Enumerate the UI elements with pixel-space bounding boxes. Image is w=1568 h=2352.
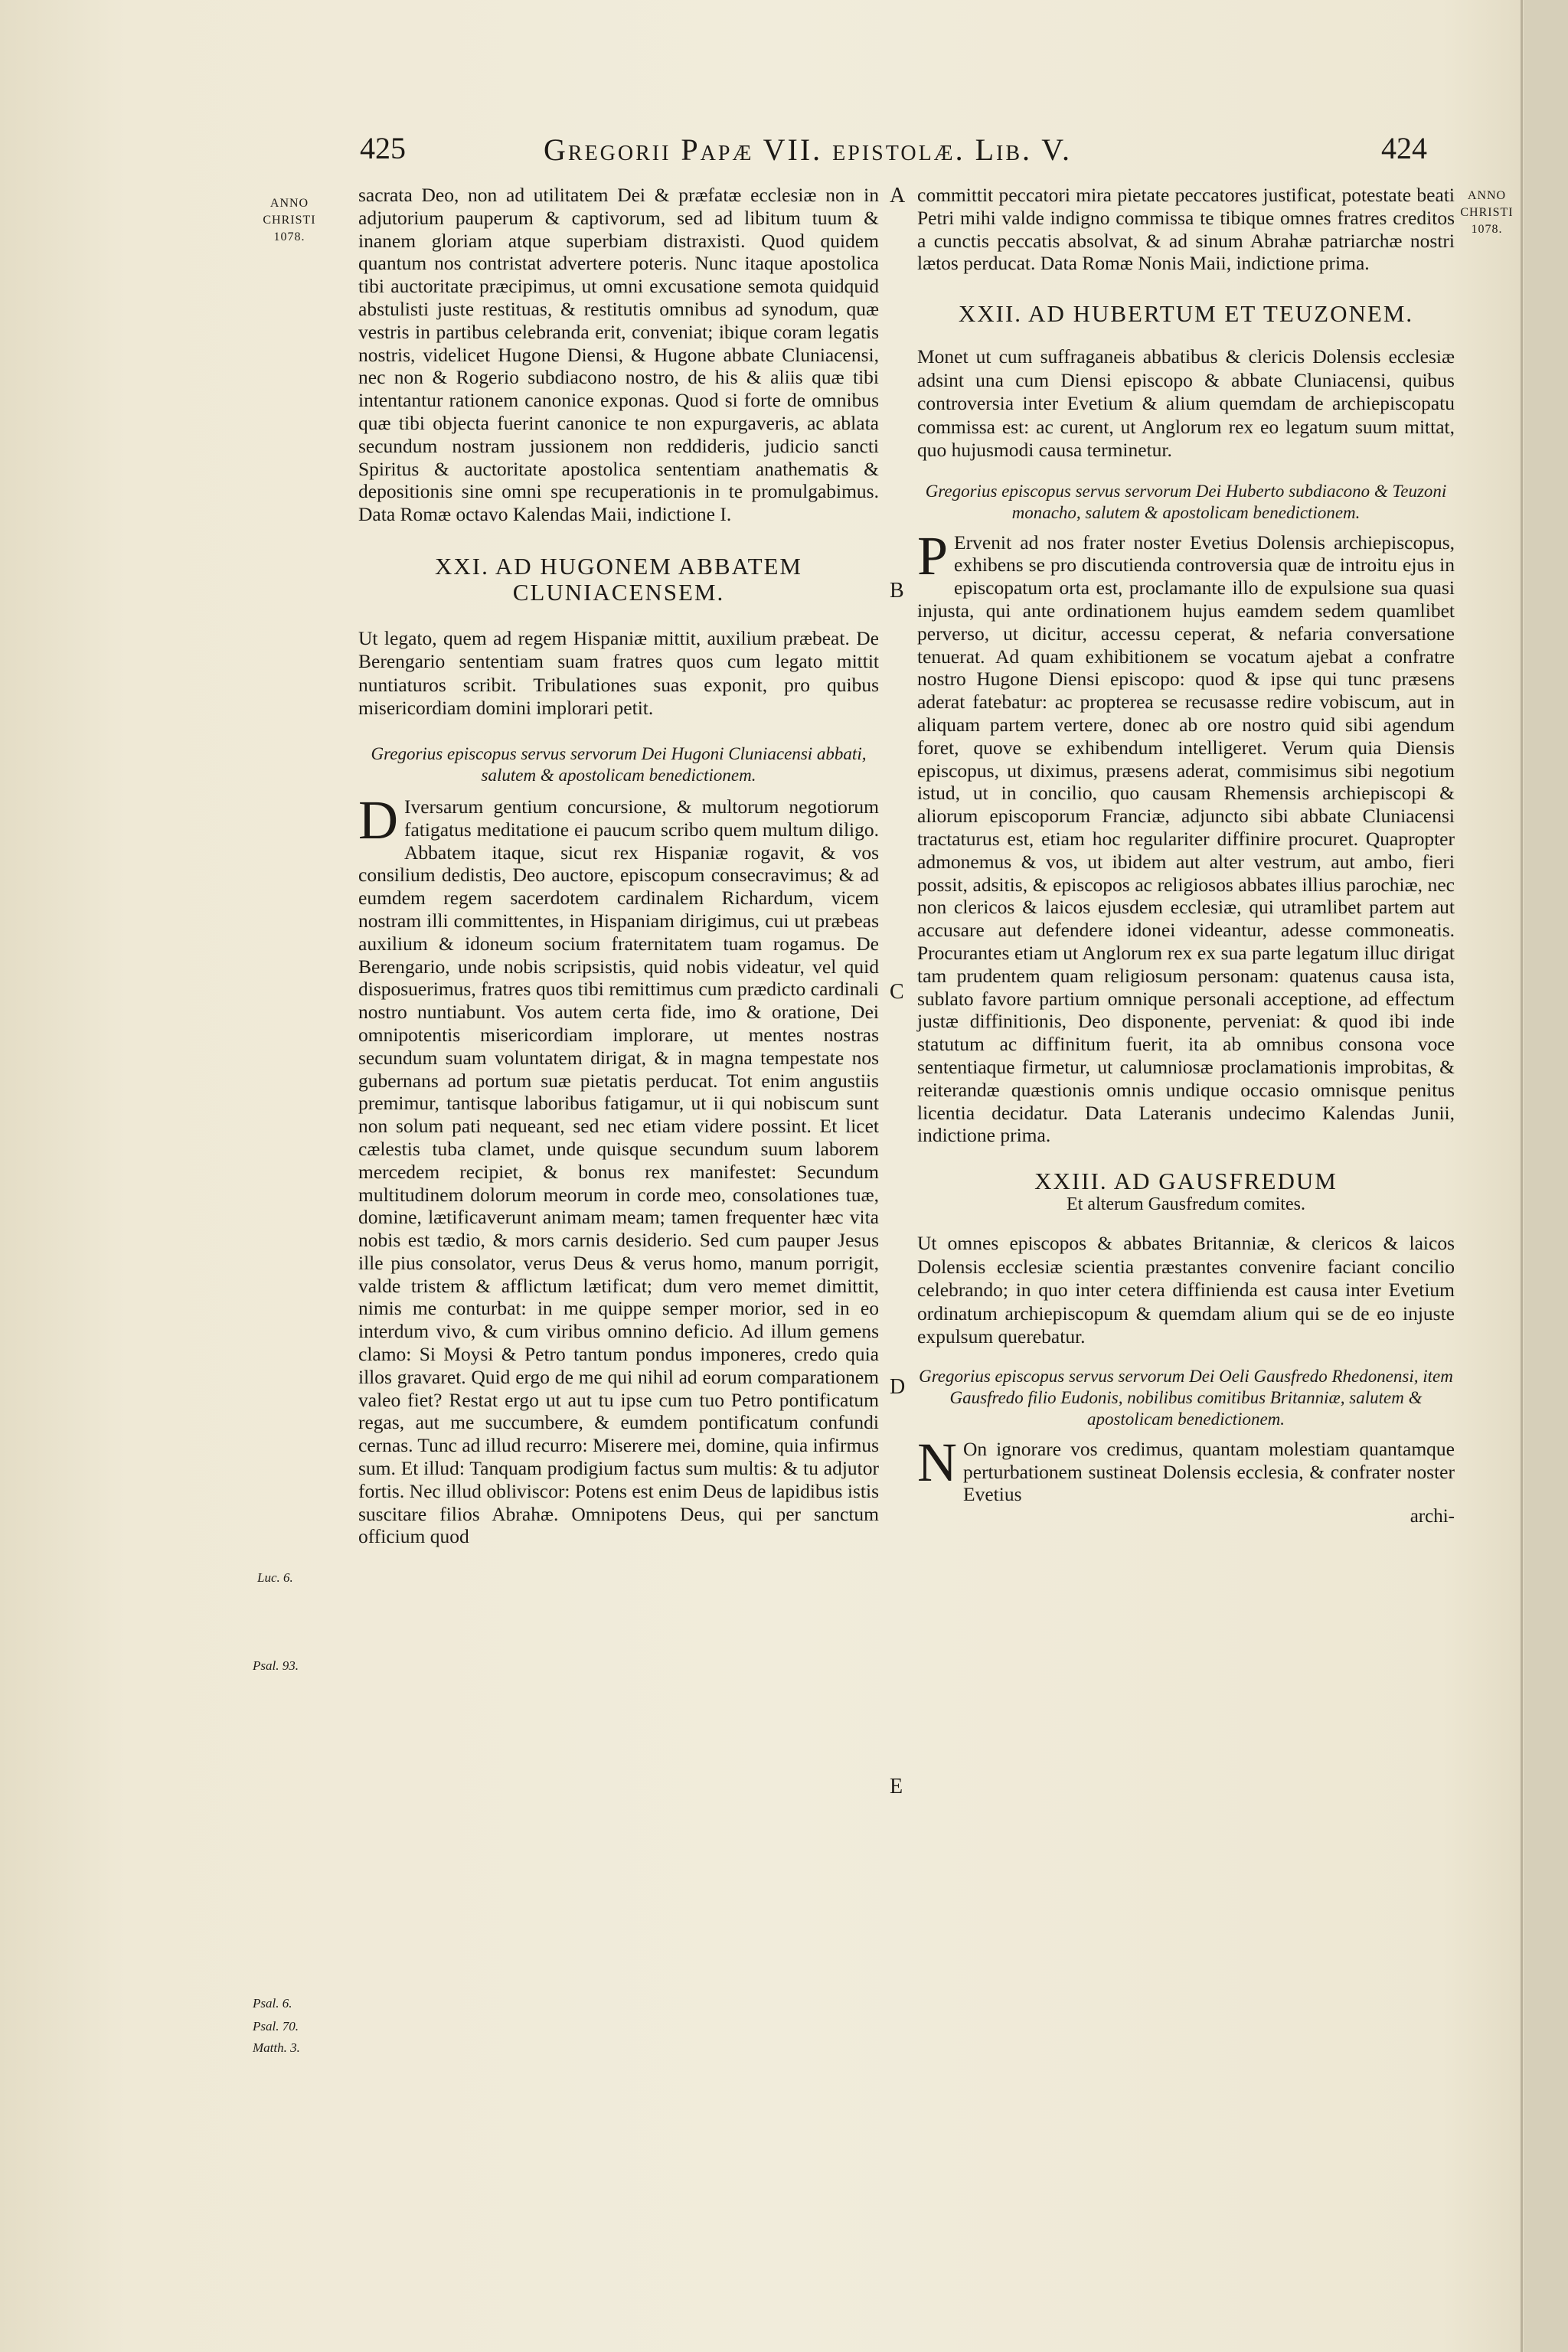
letter-summary-xxii: Monet ut cum suffraganeis abbatibus & clericis Dolensis ecclesiæ adsint una cum Diensi episcopo & abbate Cluniacensi, quibus controversia inter Evetium & alium quemdam de archiepiscopatu commissa est: ac curent, ut Anglorum rex eo legatum suum mittat, quo hujusmodi causa terminetur. [917, 345, 1455, 462]
continued-letter-text: sacrata Deo, non ad utilitatem Dei & præfatæ ecclesiæ non in adjutorium pauperum & captivorum, sed ad libitum tuum & inanem gloriam atque superbiam distraxisti. Quod quidem quantum nos contristat advertere poteris. Nunc itaque apostolica tibi auctoritate præcipimus, ut omni excusatione semota quidquid abstulisti juste restituas, & restitutis omnibus ad synodum, quæ vestris in partibus celebranda erit, conveniat; ibique coram legatis nostris, videlicet Hugone Diensi, & Hugone abbate Cluniacensi, nec non & Rogerio subdiacono nostro, de his & aliis quæ tibi intentantur rationem canonice exponas. Quod si forte de omnibus quæ tibi objecta fuerint canonice te non expurgaveris, ac ablata secundum nostram jussionem non reddideris, judicio sancti Spiritus & auctoritate apostolica sententiam anathematis & depositionis sine omni spe recuperationis in te promulgabimus. Data Romæ octavo Kalendas Maii, indictione I. [358, 184, 879, 526]
letter-body-xxii: P Ervenit ad nos frater noster Evetius Dolensis archiepiscopus, exhibens se pro discutienda controversia quæ de introitu ejus in episcopatum orta est, proclamante illo de expulsione sua quasi injusta, qui ante ordinationem hujus eamdem sedem quamlibet perverso, ut dicitur, accessu ceperat, & nefaria conversatione tenuerat. Ad quam exhibitionem se vocatum ajebat a confratre nostro Hugone Diensi episcopo: quod & ipse qui tunc præsens aderat fatebatur: ac propterea se recusasse redire vobiscum, aut in aliquam partem vertere, donec ab ore nostro quid sibi agendum foret, quove se exhibendum intelligeret. Verum quia Diensis episcopus, ut diximus, præsens aderat, commisimus sibi negotium istud, ut in concilio, quo causam Rhemensis archiepiscopi & aliorum episcoporum Franciæ, adjuncto sibi abbate Cluniacensi tractaturus est, etiam hoc regulariter diffinire procuret. Quapropter admonemus & vos, ut ibidem aut alter vestrum, aut ambo, fieri possit, adsitis, & episcopos ac religiosos abbates illius parochiæ, nec non clericos & laicos ejusdem ecclesiæ, qui utramlibet partem aut accusare aut defendere idonei videantur, adesse commoneatis. Procurantes etiam ut Anglorum rex ex sua parte legatum illuc dirigat tam prudentem quam religiosum personam: quatenus causa ista, sublato favore partium omnique personali acceptione, ad effectum justæ diffinitionis, Deo disponente, perveniat: & quod ibi inde statutum ac diffinitum fuerit, ita ab omnibus consona voce sententiaque firmetur, ut calumniosæ proclamationis improbitas, & reiterandæ quæstionis omnis undique occasio omnisque penitus licentia decidatur. Data Lateranis undecimo Kalendas Junii, indictione prima. [917, 524, 1455, 1147]
drop-cap: N [917, 1431, 957, 1493]
margin-ref: Psal. 6. [253, 1996, 292, 2011]
letter-body-xxiii: N On ignorare vos credimus, quantam molestiam quantamque perturbationem sustineat Dolensis ecclesia, & confrater noster Evetius [917, 1431, 1455, 1506]
letter-summary-xxi: Ut legato, quem ad regem Hispaniæ mittit, auxilium præbeat. De Berengario sententiam suam fratres quos cum legato mittit nuntiaturos scribit. Tribulationes suas exponit, pro quibus misericordiam domini implorari petit. [358, 626, 879, 720]
page-gutter [1521, 0, 1523, 2352]
section-letter-c: C [890, 980, 904, 1004]
margin-ref: Matth. 3. [253, 2040, 300, 2055]
margin-ref: Psal. 70. [253, 2019, 299, 2034]
salutation-xxiii: Gregorius episcopus servus servorum Dei Oeli Gausfredo Rhedonensi, item Gausfredo filio Eudonis, nobilibus comitibus Britanniæ, salutem & apostolicam benedictionem. [919, 1366, 1453, 1429]
section-letter-e: E [890, 1775, 903, 1798]
left-column [358, 184, 879, 1548]
salutation-xxi: Gregorius episcopus servus servorum Dei Hugoni Cluniacensi abbati, salutem & apostolicam benedictionem. [371, 743, 867, 785]
margin-year-left: ANNO CHRISTI 1078. [263, 197, 316, 243]
drop-cap: D [358, 789, 398, 851]
continued-letter-text: committit peccatori mira pietate peccatores justificat, potestate beati Petri mihi valde indigno commissa te tibique omnes fratres creditos a cunctis peccatis absolvat, & ad sinum Abrahæ patriarchæ nostri lætos perducat. Data Romæ Nonis Maii, indictione prima. [917, 184, 1455, 275]
salutation-xxii: Gregorius episcopus servus servorum Dei Huberto subdiacono & Teuzoni monacho, salutem & apostolicam benedictionem. [925, 481, 1447, 522]
margin-year-right: ANNO CHRISTI 1078. [1460, 189, 1514, 236]
letter-heading-xxiii: XXIII. AD GAUSFREDUM [1034, 1168, 1338, 1195]
letter-subheading-xxiii: Et alterum Gausfredum comites. [1067, 1194, 1305, 1215]
drop-cap: P [917, 524, 949, 586]
running-header [0, 130, 1568, 176]
margin-ref: Psal. 93. [253, 1658, 299, 1673]
right-column [917, 184, 1455, 1527]
letter-body-xxi: D Iversarum gentium concursione, & multorum negotiorum fatigatus meditatione ei paucum scribo quem multum diligo. Abbatem itaque, sicut rex Hispaniæ rogavit, & vos consilium dedistis, Deo auctore, episcopum consecravimus; & ad eumdem regem sacerdotem cardinalem Richardum, vicem nostram illi committentes, in Hispaniam dirigimus, cui ut præbeas auxilium & idoneum socium fraternitatem tuam rogamus. De Berengario, unde nobis scripsistis, quid nobis videatur, vel quid disposuerimus, fratres quos tibi remittimus cum prædicto cardinali nostro nuntiabunt. Vos autem certa fide, imo & oratione, Dei omnipotentis misericordiam implorare, ut mentes nostras secundum suam voluntatem dirigat, & in magna tempestate nos gubernans ad portum suæ pietatis perducat. Tot enim angustiis premimur, tantisque laboribus fatigamur, ut ii qui nobiscum sunt non solum pati nequeant, sed nec etiam videre possint. Et licet cælestis tuba clamet, unde quisque secundum suum laborem mercedem recipiet, & bonus rex manifestet: Secundum multitudinem dolorum meorum in corde meo, consolationes tuæ, domine, lætificaverunt animam meam; tamen frequenter hæc vita nobis est tædio, & mors carnis desiderio. Sed cum pauper Jesus ille pius consolator, verus Deus & verus homo, manum porrigit, valde tristem & afflictum lætificat; dum vero memet dimittit, nimis me conturbat: in me quippe semper morior, sed in eo interdum vivo, & cum viribus omnino deficio. Ad illum gemens clamo: Si Moysi & Petro tantum pondus imponeres, credo quia illos gravaret. Quid ergo de me qui nihil ad eorum comparationem valeo fiet? Restat ergo ut aut tu ipse cum tuo Petro pontificatum regas, aut me succumbere, & eumdem pontificatum confundi cernas. Tunc ad illud recurro: Miserere mei, domine, quia infirmus sum. Et illud: Tanquam prodigium factus sum multis: & tu adjutor fortis. Nec illud obliviscor: Potens est enim Deus de lapidibus istis suscitare filios Abrahæ. Omnipotens Deus, qui per sanctum officium quod [358, 789, 879, 1548]
letter-heading-xxii: XXII. AD HUBERTUM ET TEUZONEM. [958, 300, 1414, 328]
section-letter-b: B [890, 579, 904, 603]
page-number-right: 424 [1381, 131, 1427, 165]
section-letter-a: A [890, 184, 906, 207]
section-letter-d: D [890, 1375, 906, 1399]
margin-ref: Luc. 6. [257, 1570, 293, 1585]
running-title: Gregorii Papæ VII. epistolæ. Lib. V. [544, 132, 1073, 167]
next-page-edge [1524, 0, 1568, 2352]
letter-summary-xxiii: Ut omnes episcopos & abbates Britanniæ, & clericos & laicos Dolensis ecclesiæ scientia præstantes convenire faciant concilio celebrando; in quo inter cetera diffinienda est causa inter Evetium ordinatum archiepiscopum & quemdam alium qui se de eo injuste expulsum querebatur. [917, 1232, 1455, 1348]
letter-heading-xxi: XXI. AD HUGONEM ABBATEM CLUNIACENSEM. [434, 552, 802, 606]
catchword: archi- [1410, 1506, 1455, 1527]
page-number-left: 425 [360, 131, 406, 165]
